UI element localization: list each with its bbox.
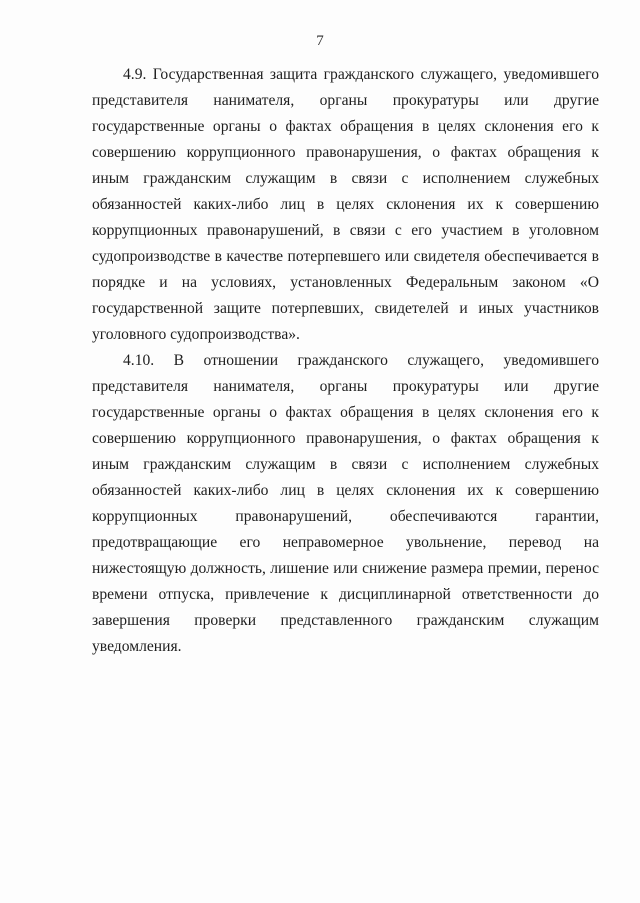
page-number: 7: [316, 33, 324, 49]
document-body: [92, 62, 599, 660]
paragraph-4-9: 4.9. Государственная защита гражданского служащего, уведомившего представителя нанимателя, органы прокуратуры или другие государственные органы о фактах обращения в целях склонения его к совершению коррупционного правонарушения, о фактах обращения к иным гражданским служащим в связи с исполнением служебных обязанностей каких-либо лиц в целях склонения их к совершению коррупционных правонарушений, в связи с его участием в уголовном судопроизводстве в качестве потерпевшего или свидетеля обеспечивается в порядке и на условиях, установленных Федеральным законом «О государственной защите потерпевших, свидетелей и иных участников уголовного судопроизводства».: [92, 66, 599, 343]
paragraph-4-10: 4.10. В отношении гражданского служащего, уведомившего представителя нанимателя, органы прокуратуры или другие государственные органы о фактах обращения в целях склонения его к совершению коррупционного правонарушения, о фактах обращения к иным гражданским служащим в связи с исполнением служебных обязанностей каких-либо лиц в целях склонения их к совершению коррупционных правонарушений, обеспечиваются гарантии, предотвращающие его неправомерное увольнение, перевод на нижестоящую должность, лишение или снижение размера премии, перенос времени отпуска, привлечение к дисциплинарной ответственности до завершения проверки представленного гражданским служащим уведомления.: [92, 352, 599, 655]
